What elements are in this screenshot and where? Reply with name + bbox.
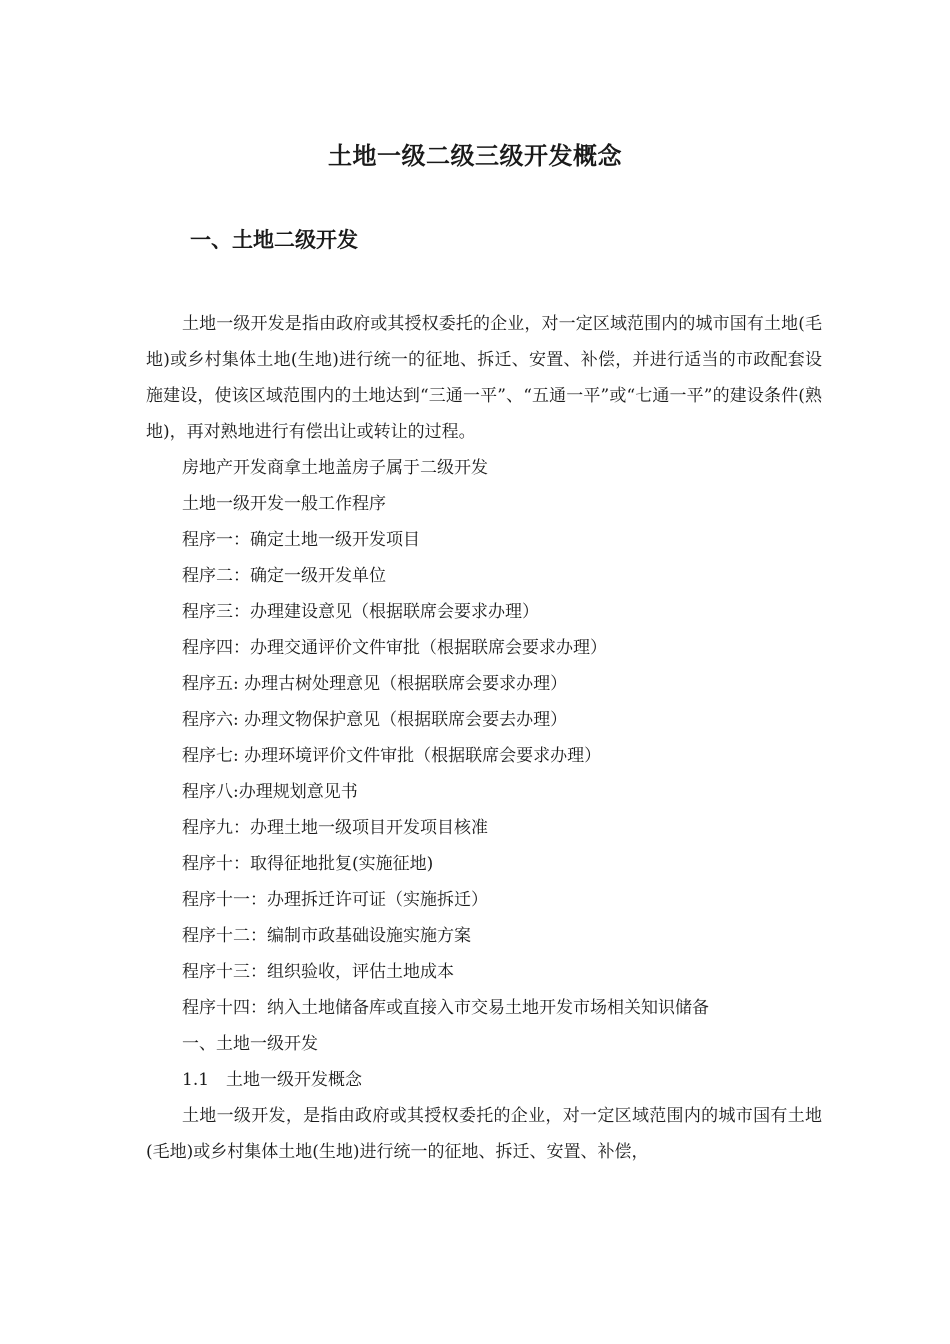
procedure-item: 程序一：确定土地一级开发项目	[182, 530, 420, 550]
procedure-item: 程序二：确定一级开发单位	[182, 566, 386, 586]
procedure-item: 程序六: 办理文物保护意见（根据联席会要去办理）	[182, 710, 568, 730]
procedure-item: 程序十二：编制市政基础设施实施方案	[182, 926, 471, 946]
procedure-item: 程序三：办理建设意见（根据联席会要求办理）	[182, 602, 539, 622]
procedure-item: 程序十三：组织验收，评估土地成本	[182, 962, 454, 982]
procedure-item: 程序八:办理规划意见书	[182, 782, 358, 802]
document-body	[146, 306, 822, 1170]
document-title: 土地一级二级三级开发概念	[328, 141, 622, 170]
note-line: 房地产开发商拿土地盖房子属于二级开发	[182, 458, 488, 478]
intro-paragraph: 土地一级开发是指由政府或其授权委托的企业，对一定区域范围内的城市国有土地(毛地)或乡村集体土地(生地)进行统一的征地、拆迁、安置、补偿，并进行适当的市政配套设施建设，使该区域范围内的土地达到“三通一平”、“五通一平”或“七通一平”的建设条件(熟地)，再对熟地进行有偿出让或转让的过程。	[146, 314, 822, 442]
procedure-item: 程序五: 办理古树处理意见（根据联席会要求办理）	[182, 674, 568, 694]
procedure-item: 程序九：办理土地一级项目开发项目核准	[182, 818, 488, 838]
procedure-item: 程序十四：纳入土地储备库或直接入市交易土地开发市场相关知识储备	[182, 998, 709, 1018]
closing-paragraph: 土地一级开发，是指由政府或其授权委托的企业，对一定区域范围内的城市国有土地(毛地)或乡村集体土地(生地)进行统一的征地、拆迁、安置、补偿，	[146, 1106, 822, 1162]
procedure-item: 程序七: 办理环境评价文件审批（根据联席会要求办理）	[182, 746, 602, 766]
subsubsection-heading: 1.1 土地一级开发概念	[182, 1070, 363, 1090]
procedure-item: 程序十：取得征地批复(实施征地)	[182, 854, 434, 874]
subsection-heading: 一、土地一级开发	[182, 1034, 318, 1054]
procedure-item: 程序十一：办理拆迁许可证（实施拆迁）	[182, 890, 488, 910]
section-heading: 一、土地二级开发	[190, 227, 358, 252]
procedure-intro: 土地一级开发一般工作程序	[182, 494, 386, 514]
procedure-item: 程序四：办理交通评价文件审批（根据联席会要求办理）	[182, 638, 607, 658]
